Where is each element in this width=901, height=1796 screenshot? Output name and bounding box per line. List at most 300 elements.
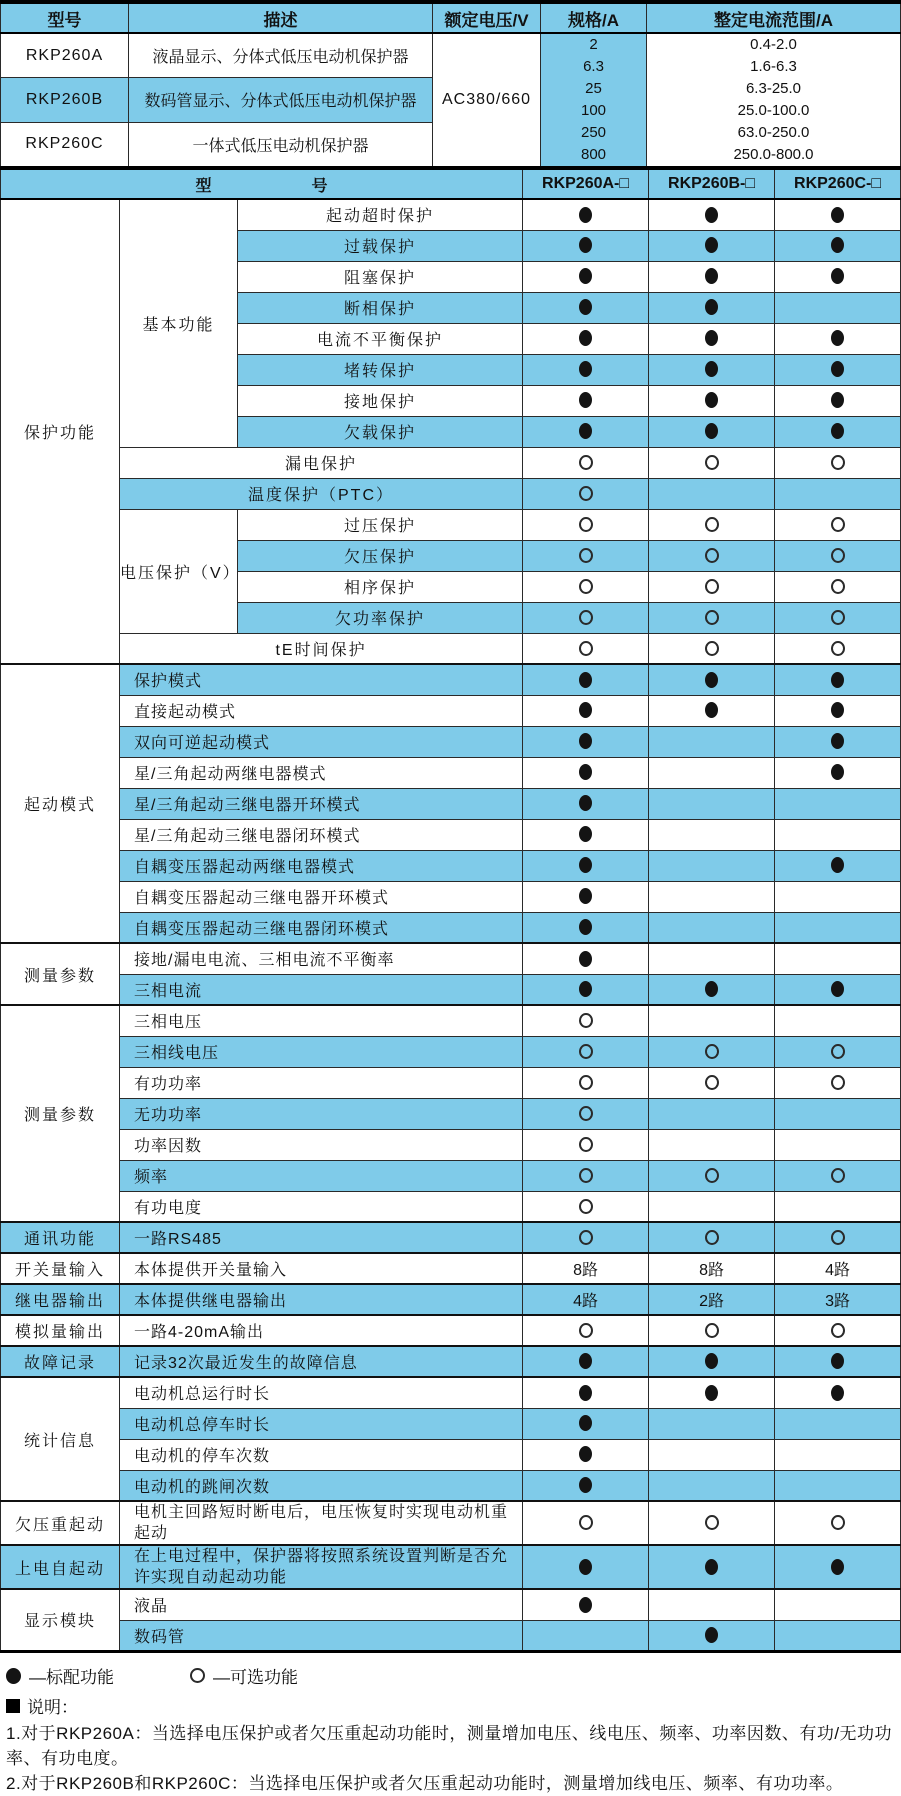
- value-cell: [649, 819, 775, 850]
- matrix-row: [1, 1160, 901, 1191]
- open-dot-icon: [705, 548, 719, 563]
- value-cell: [523, 1377, 649, 1408]
- open-dot-icon: [831, 455, 845, 470]
- filled-dot-icon: [579, 702, 592, 718]
- current-range-value: 1.6-6.3: [750, 58, 797, 75]
- value-cell: [775, 509, 901, 540]
- value-cell: [775, 1377, 901, 1408]
- feature-cell: 双向可逆起动模式: [120, 726, 523, 757]
- value-cell: [523, 1098, 649, 1129]
- filled-dot-icon: [6, 1668, 21, 1684]
- value-cell: [775, 912, 901, 943]
- value-cell: [649, 416, 775, 447]
- feature-cell: 自耦变压器起动两继电器模式: [120, 850, 523, 881]
- value-cell: [775, 1408, 901, 1439]
- feature-cell: 电动机总运行时长: [120, 1377, 523, 1408]
- value-text: 2路: [699, 1293, 724, 1310]
- value-cell: [775, 478, 901, 509]
- value-cell: [775, 1067, 901, 1098]
- matrix-row: [1, 1501, 901, 1545]
- model-cell: RKP260B: [1, 78, 129, 123]
- group-cell: 测量参数: [1, 943, 120, 1005]
- feature-cell: 星/三角起动两继电器模式: [120, 757, 523, 788]
- notes-heading: [6, 1693, 894, 1719]
- matrix-row: [1, 1005, 901, 1036]
- open-dot-icon: [579, 1323, 593, 1338]
- filled-dot-icon: [579, 951, 592, 967]
- matrix-row: [1, 1545, 901, 1589]
- value-cell: [523, 1191, 649, 1222]
- matrix-header-rkp260b: RKP260B-□: [649, 169, 775, 199]
- feature-cell: 电动机总停车时长: [120, 1408, 523, 1439]
- value-cell: [649, 571, 775, 602]
- matrix-row: [1, 664, 901, 695]
- feature-cell: 一路4-20mA输出: [120, 1315, 523, 1346]
- footer: [0, 1653, 900, 1796]
- value-cell: [649, 1589, 775, 1620]
- value-cell: [523, 292, 649, 323]
- feature-cell: 直接起动模式: [120, 695, 523, 726]
- legend-standard-label: —标配功能: [29, 1668, 114, 1687]
- feature-cell: 温度保护（PTC）: [120, 478, 523, 509]
- col-header-rated-voltage: 额定电压/V: [433, 2, 541, 33]
- feature-cell: 星/三角起动三继电器开环模式: [120, 788, 523, 819]
- value-cell: [649, 912, 775, 943]
- value-cell: [649, 1067, 775, 1098]
- value-cell: [523, 912, 649, 943]
- feature-cell: 三相线电压: [120, 1036, 523, 1067]
- spec-value: 100: [580, 102, 607, 119]
- model-overview-header-row: [1, 2, 901, 33]
- filled-dot-icon: [831, 733, 844, 749]
- open-dot-icon: [831, 548, 845, 563]
- feature-cell: 接地保护: [238, 385, 523, 416]
- value-cell: [649, 1036, 775, 1067]
- filled-dot-icon: [579, 207, 592, 223]
- feature-cell: 有功电度: [120, 1191, 523, 1222]
- value-cell: [775, 1222, 901, 1253]
- value-cell: [775, 1346, 901, 1377]
- open-dot-icon: [831, 517, 845, 532]
- value-text: 8路: [699, 1262, 724, 1279]
- value-cell: [649, 850, 775, 881]
- value-cell: [775, 943, 901, 974]
- value-cell: [523, 1620, 649, 1651]
- value-cell: [775, 1501, 901, 1545]
- open-dot-icon: [579, 1199, 593, 1214]
- matrix-row: [1, 1346, 901, 1377]
- value-cell: [649, 1129, 775, 1160]
- filled-dot-icon: [705, 1385, 718, 1401]
- value-cell: [649, 695, 775, 726]
- value-cell: [775, 664, 901, 695]
- filled-dot-icon: [831, 268, 844, 284]
- value-cell: [523, 416, 649, 447]
- open-dot-icon: [705, 1323, 719, 1338]
- open-dot-icon: [831, 1075, 845, 1090]
- value-cell: [775, 1253, 901, 1284]
- square-bullet-icon: [6, 1699, 20, 1713]
- value-cell: [523, 354, 649, 385]
- group-cell: 通讯功能: [1, 1222, 120, 1253]
- open-dot-icon: [190, 1668, 205, 1683]
- value-cell: [523, 1589, 649, 1620]
- filled-dot-icon: [705, 268, 718, 284]
- value-cell: [523, 788, 649, 819]
- open-dot-icon: [705, 1075, 719, 1090]
- feature-cell: 漏电保护: [120, 447, 523, 478]
- spec-value: 2: [589, 36, 598, 53]
- value-cell: [523, 1067, 649, 1098]
- filled-dot-icon: [579, 857, 592, 873]
- group-cell: 统计信息: [1, 1377, 120, 1501]
- value-cell: [775, 1284, 901, 1315]
- open-dot-icon: [579, 1515, 593, 1530]
- matrix-row: [1, 1620, 901, 1651]
- value-cell: [775, 447, 901, 478]
- value-cell: [775, 416, 901, 447]
- value-cell: [775, 1439, 901, 1470]
- matrix-row: [1, 695, 901, 726]
- value-cell: [523, 323, 649, 354]
- filled-dot-icon: [705, 207, 718, 223]
- filled-dot-icon: [705, 1627, 718, 1643]
- value-cell: [523, 540, 649, 571]
- value-cell: [523, 633, 649, 664]
- value-cell: [649, 602, 775, 633]
- filled-dot-icon: [705, 702, 718, 718]
- value-cell: [775, 540, 901, 571]
- open-dot-icon: [705, 1515, 719, 1530]
- col-header-spec: 规格/A: [541, 2, 647, 33]
- value-cell: [649, 478, 775, 509]
- feature-matrix-table: [0, 168, 901, 1653]
- value-cell: [649, 447, 775, 478]
- col-header-description: 描述: [129, 2, 433, 33]
- value-cell: [775, 1620, 901, 1651]
- matrix-row: [1, 788, 901, 819]
- current-range-values-cell: [647, 33, 901, 167]
- open-dot-icon: [579, 579, 593, 594]
- matrix-row: [1, 943, 901, 974]
- feature-cell: 断相保护: [238, 292, 523, 323]
- model-cell: RKP260C: [1, 122, 129, 167]
- value-cell: [649, 199, 775, 230]
- value-cell: [649, 1346, 775, 1377]
- col-header-current-range: 整定电流范围/A: [647, 2, 901, 33]
- matrix-row: [1, 1222, 901, 1253]
- filled-dot-icon: [831, 672, 844, 688]
- value-cell: [523, 509, 649, 540]
- feature-cell: 堵转保护: [238, 354, 523, 385]
- value-cell: [775, 261, 901, 292]
- filled-dot-icon: [705, 330, 718, 346]
- value-cell: [523, 664, 649, 695]
- current-range-value: 25.0-100.0: [737, 102, 810, 119]
- open-dot-icon: [831, 1044, 845, 1059]
- spec-value: 800: [580, 146, 607, 163]
- matrix-row: [1, 1315, 901, 1346]
- value-cell: [523, 974, 649, 1005]
- value-cell: [523, 1284, 649, 1315]
- value-text: 3路: [825, 1293, 850, 1310]
- value-cell: [649, 1284, 775, 1315]
- filled-dot-icon: [705, 361, 718, 377]
- open-dot-icon: [579, 455, 593, 470]
- value-cell: [775, 819, 901, 850]
- matrix-row: [1, 819, 901, 850]
- feature-cell: 频率: [120, 1160, 523, 1191]
- value-cell: [775, 695, 901, 726]
- filled-dot-icon: [831, 423, 844, 439]
- value-cell: [775, 323, 901, 354]
- filled-dot-icon: [831, 1353, 844, 1369]
- rated-voltage-cell: AC380/660: [433, 33, 541, 167]
- current-range-value: 6.3-25.0: [745, 80, 802, 97]
- value-cell: [523, 1439, 649, 1470]
- matrix-row: [1, 1377, 901, 1408]
- value-cell: [523, 819, 649, 850]
- feature-cell: 接地/漏电电流、三相电流不平衡率: [120, 943, 523, 974]
- filled-dot-icon: [579, 919, 592, 935]
- value-cell: [775, 602, 901, 633]
- value-cell: [649, 726, 775, 757]
- matrix-row: [1, 1129, 901, 1160]
- filled-dot-icon: [579, 981, 592, 997]
- matrix-header-rkp260a: RKP260A-□: [523, 169, 649, 199]
- filled-dot-icon: [831, 764, 844, 780]
- feature-cell: 欠功率保护: [238, 602, 523, 633]
- value-cell: [649, 1408, 775, 1439]
- open-dot-icon: [705, 610, 719, 625]
- value-cell: [523, 1222, 649, 1253]
- model-description-cell: 一体式低压电动机保护器: [129, 122, 433, 167]
- value-cell: [649, 323, 775, 354]
- value-cell: [649, 1377, 775, 1408]
- value-cell: [523, 943, 649, 974]
- open-dot-icon: [579, 1168, 593, 1183]
- filled-dot-icon: [705, 299, 718, 315]
- matrix-row: [1, 199, 901, 230]
- feature-cell: 一路RS485: [120, 1222, 523, 1253]
- subgroup-cell: 基本功能: [120, 199, 238, 447]
- value-cell: [523, 1315, 649, 1346]
- feature-cell: 本体提供继电器输出: [120, 1284, 523, 1315]
- feature-cell: 相序保护: [238, 571, 523, 602]
- filled-dot-icon: [579, 392, 592, 408]
- matrix-row: [1, 1098, 901, 1129]
- filled-dot-icon: [579, 330, 592, 346]
- group-cell: 故障记录: [1, 1346, 120, 1377]
- feature-cell: 液晶: [120, 1589, 523, 1620]
- value-cell: [775, 633, 901, 664]
- value-cell: [649, 1501, 775, 1545]
- filled-dot-icon: [831, 207, 844, 223]
- matrix-row: [1, 447, 901, 478]
- matrix-row: [1, 1191, 901, 1222]
- feature-cell: 电流不平衡保护: [238, 323, 523, 354]
- value-cell: [523, 385, 649, 416]
- open-dot-icon: [579, 641, 593, 656]
- value-cell: [775, 881, 901, 912]
- open-dot-icon: [579, 1230, 593, 1245]
- feature-cell: 三相电流: [120, 974, 523, 1005]
- matrix-row: [1, 881, 901, 912]
- filled-dot-icon: [705, 1559, 718, 1575]
- value-cell: [523, 199, 649, 230]
- open-dot-icon: [705, 517, 719, 532]
- matrix-row: [1, 1036, 901, 1067]
- value-cell: [649, 540, 775, 571]
- value-cell: [649, 1191, 775, 1222]
- value-cell: [523, 757, 649, 788]
- feature-cell: tE时间保护: [120, 633, 523, 664]
- legend-optional-label: —可选功能: [213, 1668, 298, 1687]
- value-cell: [775, 1098, 901, 1129]
- group-cell: 显示模块: [1, 1589, 120, 1651]
- value-cell: [523, 1253, 649, 1284]
- value-cell: [649, 230, 775, 261]
- filled-dot-icon: [705, 423, 718, 439]
- filled-dot-icon: [579, 361, 592, 377]
- matrix-row: [1, 478, 901, 509]
- note-1: 1.对于RKP260A：当选择电压保护或者欠压重起动功能时，测量增加电压、线电压、频率、功率因数、有功/无功功率、有功电度。: [6, 1723, 893, 1768]
- current-range-value: 0.4-2.0: [750, 36, 797, 53]
- open-dot-icon: [831, 1168, 845, 1183]
- matrix-header-rkp260c: RKP260C-□: [775, 169, 901, 199]
- current-range-value: 63.0-250.0: [737, 124, 810, 141]
- feature-cell: 记录32次最近发生的故障信息: [120, 1346, 523, 1377]
- matrix-header-row: [1, 169, 901, 199]
- open-dot-icon: [579, 548, 593, 563]
- value-cell: [523, 230, 649, 261]
- group-cell: 继电器输出: [1, 1284, 120, 1315]
- model-description-cell: 数码管显示、分体式低压电动机保护器: [129, 78, 433, 123]
- value-cell: [649, 1005, 775, 1036]
- value-cell: [649, 664, 775, 695]
- value-cell: [775, 292, 901, 323]
- value-cell: [775, 1589, 901, 1620]
- matrix-row: [1, 509, 901, 540]
- matrix-row: [1, 726, 901, 757]
- feature-cell: 自耦变压器起动三继电器开环模式: [120, 881, 523, 912]
- value-cell: [775, 1315, 901, 1346]
- group-cell: 开关量输入: [1, 1253, 120, 1284]
- filled-dot-icon: [579, 1385, 592, 1401]
- filled-dot-icon: [579, 1415, 592, 1431]
- open-dot-icon: [705, 1044, 719, 1059]
- matrix-row: [1, 974, 901, 1005]
- group-cell: 起动模式: [1, 664, 120, 943]
- feature-cell: 电机主回路短时断电后，电压恢复时实现电动机重起动: [120, 1501, 523, 1545]
- feature-cell: 过压保护: [238, 509, 523, 540]
- matrix-row: [1, 850, 901, 881]
- value-cell: [649, 1620, 775, 1651]
- open-dot-icon: [831, 1515, 845, 1530]
- value-cell: [523, 1005, 649, 1036]
- value-cell: [523, 1501, 649, 1545]
- open-dot-icon: [705, 455, 719, 470]
- value-cell: [649, 757, 775, 788]
- value-cell: [523, 1346, 649, 1377]
- matrix-row: [1, 1253, 901, 1284]
- feature-cell: 在上电过程中，保护器将按照系统设置判断是否允许实现自动起动功能: [120, 1545, 523, 1589]
- filled-dot-icon: [579, 237, 592, 253]
- filled-dot-icon: [579, 1477, 592, 1493]
- value-cell: [523, 478, 649, 509]
- filled-dot-icon: [831, 857, 844, 873]
- value-cell: [649, 1545, 775, 1589]
- value-cell: [523, 1036, 649, 1067]
- value-cell: [775, 1191, 901, 1222]
- open-dot-icon: [579, 1044, 593, 1059]
- spec-value: 250: [580, 124, 607, 141]
- value-cell: [649, 1253, 775, 1284]
- open-dot-icon: [831, 610, 845, 625]
- value-cell: [523, 1545, 649, 1589]
- filled-dot-icon: [579, 672, 592, 688]
- value-cell: [649, 1315, 775, 1346]
- value-cell: [649, 633, 775, 664]
- filled-dot-icon: [831, 392, 844, 408]
- matrix-row: [1, 1589, 901, 1620]
- value-cell: [775, 1160, 901, 1191]
- feature-cell: 阻塞保护: [238, 261, 523, 292]
- filled-dot-icon: [831, 237, 844, 253]
- filled-dot-icon: [831, 330, 844, 346]
- legend: [6, 1663, 894, 1689]
- value-cell: [649, 974, 775, 1005]
- feature-cell: 起动超时保护: [238, 199, 523, 230]
- filled-dot-icon: [579, 423, 592, 439]
- feature-cell: 电动机的停车次数: [120, 1439, 523, 1470]
- value-cell: [523, 1160, 649, 1191]
- notes-heading-label: 说明：: [27, 1698, 78, 1717]
- note-2: 2.对于RKP260B和RKP260C：当选择电压保护或者欠压重起动功能时，测量增加线电压、频率、有功功率。: [6, 1773, 844, 1793]
- group-cell: 测量参数: [1, 1005, 120, 1222]
- filled-dot-icon: [831, 361, 844, 377]
- value-cell: [775, 571, 901, 602]
- value-cell: [523, 726, 649, 757]
- matrix-header-model: 型号: [1, 169, 523, 199]
- open-dot-icon: [831, 1230, 845, 1245]
- filled-dot-icon: [579, 1559, 592, 1575]
- open-dot-icon: [579, 486, 593, 501]
- open-dot-icon: [705, 1230, 719, 1245]
- feature-cell: 无功功率: [120, 1098, 523, 1129]
- spec-value: 25: [585, 80, 602, 97]
- group-cell: 模拟量输出: [1, 1315, 120, 1346]
- value-cell: [775, 230, 901, 261]
- filled-dot-icon: [705, 1353, 718, 1369]
- value-cell: [649, 261, 775, 292]
- open-dot-icon: [705, 641, 719, 656]
- filled-dot-icon: [579, 1353, 592, 1369]
- value-cell: [523, 447, 649, 478]
- col-header-model: 型号: [1, 2, 129, 33]
- spec-value: 6.3: [583, 58, 604, 75]
- feature-cell: 本体提供开关量输入: [120, 1253, 523, 1284]
- open-dot-icon: [831, 1323, 845, 1338]
- open-dot-icon: [831, 579, 845, 594]
- filled-dot-icon: [579, 268, 592, 284]
- value-cell: [649, 354, 775, 385]
- open-dot-icon: [831, 641, 845, 656]
- open-dot-icon: [579, 1013, 593, 1028]
- model-overview-table: [0, 0, 901, 168]
- value-cell: [523, 1470, 649, 1501]
- filled-dot-icon: [579, 1446, 592, 1462]
